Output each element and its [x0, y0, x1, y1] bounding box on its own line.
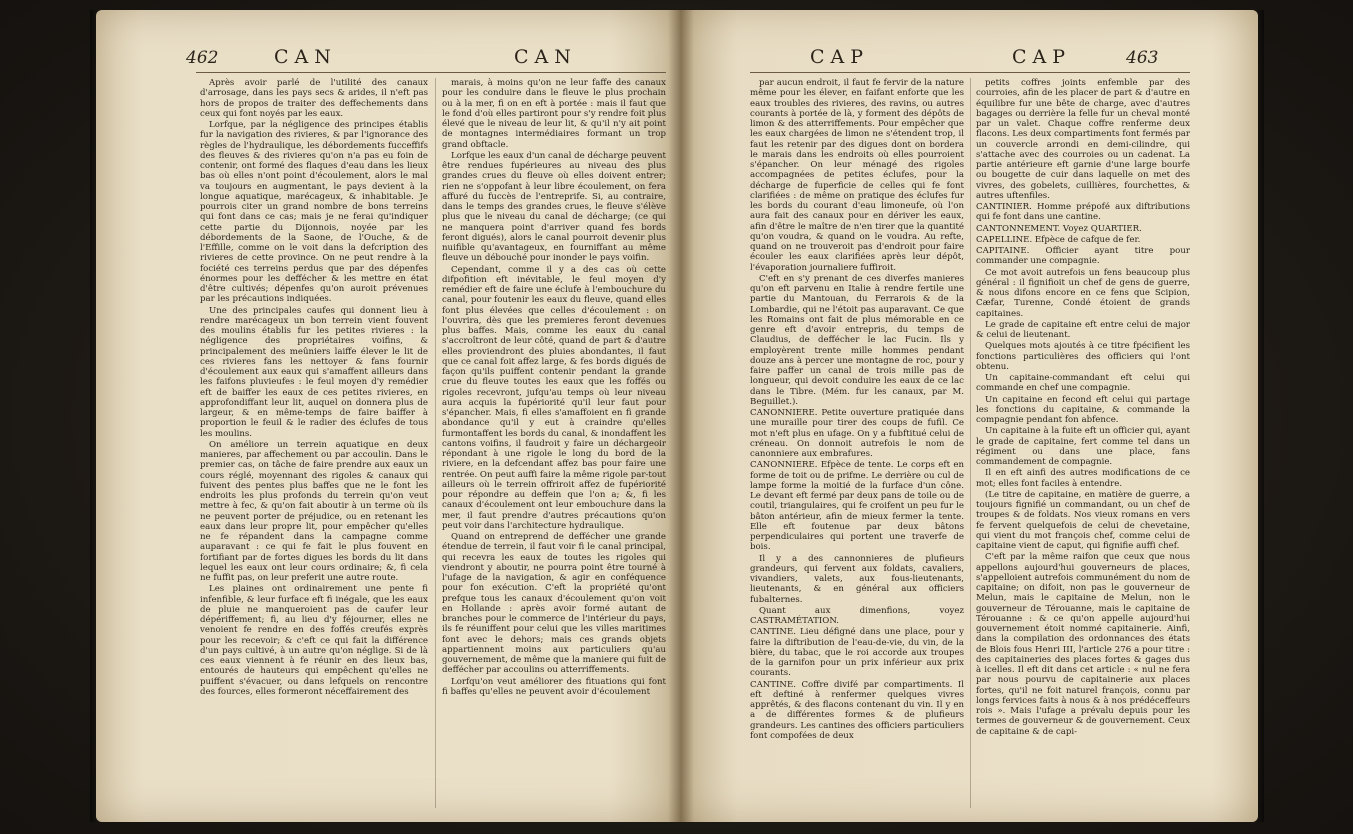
paragraph: Le grade de capitaine eft entre celui de major & celui de lieutenant.: [976, 319, 1190, 340]
book-gutter: [668, 10, 694, 822]
paragraph: Un capitaine en fecond eft celui qui partage les fonctions du capitaine, & commande la compagnie pendant fon abfence.: [976, 394, 1190, 425]
right-running-head-1: CAP: [810, 46, 870, 68]
paragraph: Quand on entreprend de deffécher une grande étendue de terrein, il faut voir fi le canal principal, qui recevra les eaux de toutes les rigoles qui viendront y aboutir, ne pourra point être tourné à l'ufage de la navigation, & agir en conféquence pour fon exécution. C'eft la propriété qu'ont prefque tous les canaux d'écoulement qu'on voit en Hollande : après avoir formé autant de branches pour le commerce de l'intérieur du pays, ils fe réuniffent pour celui que les villes maritimes font avec le dehors; mais ces grands objets appartiennent moins aux particuliers qu'au gouvernement, de même que la maniere qui fuit de deffécher par accoulins ou atterriffements.: [442, 532, 666, 676]
paragraph: On améliore un terrein aquatique en deux manieres, par affechement ou par accoulin. Dans le premier cas, on tâche de faire prendre aux eaux un cours réglé, moyennant des rigoles & canaux qui fuivent des pentes plus baffes que ne le font les endroits les plus profonds du terrein qu'on veut mettre à fec, & qu'on fait aboutir à un terme où ils ne peuvent porter de préjudice, ou en retenant les eaux dans leur propre lit, pour empêcher qu'elles ne fe répandent dans la campagne comme auparavant : ce qui fe fait le plus fouvent en fortifiant par de fortes digues les bords du lit dans lequel les eaux ont leur cours ordinaire; &, fi cela ne fuffit pas, on leur preferit une autre route.: [200, 439, 428, 583]
paragraph: Quant aux dimenfions, voyez CASTRAMÉTATION.: [750, 605, 964, 626]
paragraph: Lorfqu'on veut améliorer des fituations qui font fi baffes qu'elles ne peuvent avoir d'écoulement: [442, 676, 666, 697]
paragraph: Quelques mots ajoutés à ce titre fpécifient les fonctions particulières des officiers qui l'ont obtenu.: [976, 341, 1190, 372]
paragraph: CANONNIERE. Efpèce de tente. Le corps eft en forme de toit ou de prifme. Le derrière ou cul de lampe forme la moitié de la furface d'un cône. Le devant eft fermé par deux pans de toile ou de coutil, triangulaires, qui fe croifent un peu fur le bâton antérieur, afin de mieux fermer la tente. Elle eft foutenue par deux bâtons perpendiculaires qui portent une traverfe de bois.: [750, 460, 964, 553]
paragraph: CANTINIER. Homme prépofé aux diftributions qui fe font dans une cantine.: [976, 202, 1190, 223]
left-head-rule: [196, 72, 666, 73]
left-column-2: [442, 78, 666, 818]
paragraph: Les plaines ont ordinairement une pente fi infenfible, & leur furface eft fi inégale, que les eaux de pluie ne manqueroient pas de caufer leur dépériffement; fi, au lieu d'y féjourner, elles ne venoient fe rendre en des foffés creufés exprès pour les recevoir; & c'eft ce qui fait la différence d'un pays cultivé, à un autre qu'on néglige. Si de là ces eaux viennent à fe réunir en des lieux bas, entourés de hauteurs qui empêchent qu'elles ne puiffent s'évacuer, ou dans lefquels on rencontre des fources, elles formeront néceffairement des: [200, 584, 428, 697]
paragraph: Après avoir parlé de l'utilité des canaux d'arrosage, dans les pays secs & arides, il n'eft pas hors de propos de traiter des deffechements dans ceux qui font noyés par les eaux.: [200, 78, 428, 119]
paragraph: Un capitaine à la fuite eft un officier qui, ayant le grade de capitaine, fert comme tel dans un régiment ou dans une place, fans commandement de compagnie.: [976, 426, 1190, 467]
paragraph: (Le titre de capitaine, en matière de guerre, a toujours fignifié un commandant, ou un chef de troupes & de foldats. Nos vieux romans en vers fe fervent quelquefois de celui de chevetaine, qui vient du mot françois chef, comme celui de capitaine vient de caput, qui fignifie auffi chef.: [976, 489, 1190, 551]
left-running-head-1: CAN: [274, 46, 337, 68]
right-page: [680, 10, 1258, 822]
left-column-1: [200, 78, 428, 818]
right-column-2: [976, 78, 1190, 818]
right-column-divider: [970, 78, 971, 808]
paragraph: Un capitaine-commandant eft celui qui commande en chef une compagnie.: [976, 373, 1190, 394]
paragraph: CANONNIERE. Petite ouverture pratiquée dans une muraille pour tirer des coups de fufil. Ce mot n'eft plus en ufage. On y a fubftitué celui de créneau. On donnoit autrefois le nom de canonniere aux embrafures.: [750, 408, 964, 459]
paragraph: C'eft par la même raifon que ceux que nous appellons aujourd'hui gouverneurs de places, s'appelloient autrefois communément du nom de capitaine; on difoit, non pas le gouverneur de Melun, mais le capitaine de Melun, non le gouverneur de Térouanne, mais le capitaine de Térouanne : & ce qu'on appelle aujourd'hui gouvernement étoit nommé capitainerie. Ainfi, dans la compilation des ordonnances des états de Blois fous Henri III, l'article 276 a pour titre : des capitaineries des places fortes & gages dus à icelles. Il eft dit dans cet article : « nul ne fera par nous pourvu de capitainerie aux places fortes, qu'il ne foit naturel françois, connu par longs fervices faits à nous & à nos prédéceffeurs rois ». Mais l'ufage a prévalu depuis pour les termes de gouverneur & de gouvernement. Ceux de capitaine & de capi-: [976, 552, 1190, 737]
left-page: [96, 10, 680, 822]
left-column-divider: [435, 78, 436, 808]
paragraph: CANTINE. Lieu défigné dans une place, pour y faire la diftribution de l'eau-de-vie, du vin, de la bière, du tabac, que le roi accorde aux troupes de la garnifon pour un prix inférieur aux prix courants.: [750, 627, 964, 679]
paragraph: CANTONNEMENT. Voyez QUARTIER.: [976, 223, 1142, 234]
left-page-number: 462: [186, 48, 219, 68]
right-head-rule: [750, 72, 1190, 73]
paragraph: par aucun endroit, il faut fe fervir de la nature même pour les élever, en faifant enforte que les eaux troubles des rivieres, des ravins, ou autres courants à portée de là, y forment des dépôts de limon & des atterriffements. Pour empêcher que les eaux chargées de limon ne s'étendent trop, il faut les retenir par des digues dont on bordera le marais dans les endroits où elles pourroient s'épancher. On leur ménagé des rigoles accompagnées de petites éclufes, pour la décharge de fuperficie de celles qui fe font clarifiées : de même on pratique des éclufes fur les bords du courant d'eau limoneufe, où l'on aura fait des canaux pour en dériver les eaux, afin d'être le maître de n'en tirer que la quantité qu'on voudra, & quand on le voudra. Au refte, quand on ne trouveroit pas d'endroit pour faire écouler les eaux clarifiées après leur dépôt, l'évaporation journaliere fuffiroit.: [750, 78, 964, 273]
paragraph: Lorfque les eaux d'un canal de décharge peuvent être rendues fupérieures au niveau des plus grandes crues du fleuve où elles doivent entrer; rien ne s'oppofant à leur libre écoulement, on fera affuré du fuccès de l'entreprife. Si, au contraire, dans le temps des grandes crues, le fleuve s'élève plus que le niveau du canal de décharge; (ce qui ne manquera point d'arriver quand fes bords feront digués), alors le canal pourroit devenir plus nuifible qu'avantageux, en fourniffant au même fleuve un débouché pour inonder le pays voifin.: [442, 150, 666, 264]
paragraph: Cependant, comme il y a des cas où cette difpofition eft inévitable, le feul moyen d'y remédier eft de faire une éclufe à l'embouchure du canal, pour foutenir les eaux du fleuve, quand elles font plus élevées que celles d'écoulement : on l'ouvrira, dès que les premieres feront devenues plus baffes. Mais, comme les eaux du canal s'accroîtront de leur côté, quand de part & d'autre elles proviendront des pluies abondantes, il faut que ce canal foit affez large, & fes bords digués de façon qu'ils puiffent contenir pendant la grande crue du fleuve toutes les eaux que les foffés ou rigoles recevront, jufqu'au temps où leur niveau aura acquis la fupériorité qu'il leur faut pour s'épancher. Mais, fi elles s'amaffoient en fi grande abondance qu'il y eut à craindre qu'elles furmontaffent les bords du canal, & inondaffent les cantons voifins, il faudroit y faire un déchargeoir répondant à une rigole le long du bord de la riviere, en la defcendant affez bas pour faire une rentrée. On peut auffi faire la même rigole par-tout ailleurs où le terrein offriroit affez de fupériorité pour répondre au deffein que l'on a; &, fi les canaux d'écoulement ont leur embouchure dans la mer, il faut prendre d'autres précautions qu'on peut voir dans l'architecture hydraulique.: [442, 264, 666, 531]
right-page-number: 463: [1126, 48, 1159, 68]
right-running-head-2: CAP: [1012, 46, 1072, 68]
paragraph: C'eft en s'y prenant de ces diverfes manieres qu'on eft parvenu en Italie à rendre fertile une partie du Mantouan, du Ferrarois & de la Lombardie, qui ne l'étoit pas auparavant. Ce que les Romains ont fait de plus mémorable en ce genre eft d'avoir entrepris, du temps de Claudius, de deffécher le lac Fucin. Ils y employèrent trente mille hommes pendant douze ans à percer une montagne de roc, pour y faire paffer un canal de trois mille pas de longueur, qui devoit conduire les eaux de ce lac dans le Tibre. (Mém. fur les canaux, par M. Beguillet.).: [750, 273, 964, 407]
paragraph: Une des principales caufes qui donnent lieu à rendre marécageux un bon terrein vient fouvent des moulins établis fur les petites rivieres : la négligence des propriétaires voifins, & principalement des meûniers laiffe élever le lit de ces rivieres fans les nettoyer & fans fournir d'écoulement aux eaux qui s'amaffent ailleurs dans les faifons pluvieufes : le feul moyen d'y remédier eft de baiffer les eaux de ces petites rivieres, en approfondiffant leur lit, auquel on donnera plus de largeur, & en même-temps de faire baiffer à proportion le feuil & le radier des éclufes de tous les moulins.: [200, 305, 428, 439]
right-column-1: [750, 78, 964, 818]
paragraph: Il y a des cannonnieres de plufieurs grandeurs, qui fervent aux foldats, cavaliers, vivandiers, valets, aux fous-lieutenants, lieutenants, & en général aux officiers fubalternes.: [750, 553, 964, 605]
paragraph: petits coffres joints enfemble par des courroies, afin de les placer de part & d'autre en équilibre fur une bête de charge, avec d'autres bagages ou derrière la felle fur un cheval monté par un valet. Chaque coffre renferme deux flacons. Les deux compartiments font fermés par un couvercle arrondi en demi-cilindre, qui s'attache avec des courroies ou un cadenat. La partie antérieure eft garnie d'une large bourfe ou bougette de cuir dans laquelle on met des vivres, des gobelets, cuillières, fourchettes, & autres uftenfiles.: [976, 78, 1190, 201]
paragraph: marais, à moins qu'on ne leur faffe des canaux pour les conduire dans le fleuve le plus prochain ou à la mer, fi on en eft à portée : mais il faut que le fond d'où elles partiront pour s'y rendre foit plus élevé que le niveau de leur lit, & qu'il n'y ait point de montagnes intermédiaires formant un trop grand obftacle.: [442, 78, 666, 150]
paragraph: CAPITAINE. Officier ayant titre pour commander une compagnie.: [976, 246, 1190, 267]
paragraph: Ce mot avoit autrefois un fens beaucoup plus général : il fignifioit un chef de gens de guerre, & nous difons encore en ce fens que Scipion, Cæfar, Turenne, Condé étoient de grands capitaines.: [976, 267, 1190, 319]
paragraph: CAPELLINE. Efpèce de cafque de fer.: [976, 234, 1141, 245]
paragraph: Lorfque, par la négligence des principes établis fur la navigation des rivieres, & par l'ignorance des règles de l'hydraulique, les débordements fucceffifs des fleuves & des rivieres qu'on n'a pas eu foin de contenir, ont formé des flaques d'eau dans les lieux bas où elles n'ont point d'écoulement, alors le mal va toujours en augmentant, le pays devient à la longue aquatique, marécageux, & inhabitable. Je pourrois citer un grand nombre de bons terreins qui font dans ce cas; mais je ne ferai qu'indiquer cette partie du Dijonnois, noyée par les débordements de la Saone, de l'Ouche, & de l'Effille, comme on le voit dans la defcription des rivieres de cette province. On ne peut rendre à la fociété ces terreins perdus que par des dépenfes énormes pour les deffécher & les mettre en état d'être cultivés; dépenfes qu'on auroit prévenues par les précautions indiquées.: [200, 120, 428, 305]
paragraph: Il en eft ainfi des autres modifications de ce mot; elles font faciles à entendre.: [976, 468, 1190, 489]
paragraph: CANTINE. Coffre divifé par compartiments. Il eft deftiné à renfermer quelques vivres apprêtés, & des flacons contenant du vin. Il y en a de différentes formes & de plufieurs grandeurs. Les cantines des officiers particuliers font compofées de deux: [750, 679, 964, 741]
left-running-head-2: CAN: [514, 46, 577, 68]
